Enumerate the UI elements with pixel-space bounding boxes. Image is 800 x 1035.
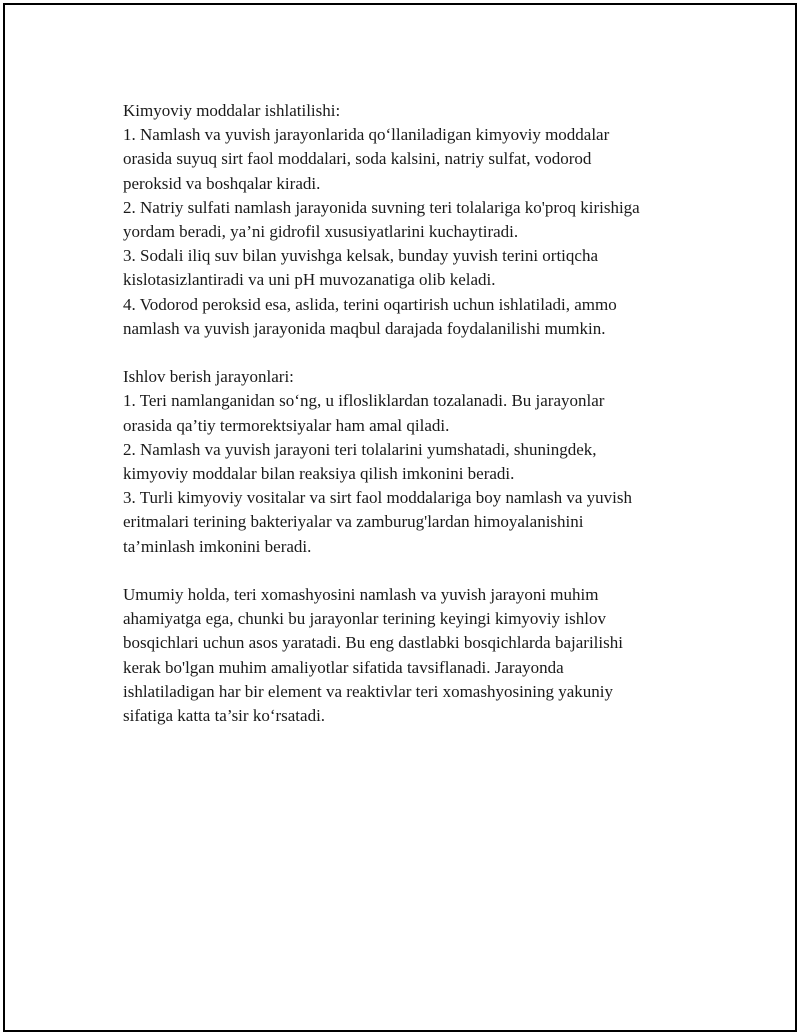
section-chemicals [123, 99, 723, 341]
section-processing [123, 365, 723, 559]
text-line: ishlatiladigan har bir element va reaktivlar teri xomashyosining yakuniy [123, 681, 614, 701]
text-line: ta’minlash imkonini beradi. [123, 536, 312, 556]
text-line: kimyoviy moddalar bilan reaksiya qilish imkonini beradi. [123, 464, 515, 484]
text-line: 2. Natriy sulfati namlash jarayonida suvning teri tolalariga ko'proq kirishiga [123, 197, 640, 217]
text-line: namlash va yuvish jarayonida maqbul darajada foydalanilishi mumkin. [123, 318, 606, 338]
text-line: 1. Namlash va yuvish jarayonlarida qo‘llaniladigan kimyoviy moddalar [123, 125, 610, 145]
text-line: orasida suyuq sirt faol moddalari, soda kalsini, natriy sulfat, vodorod [123, 149, 592, 169]
text-line: bosqichlari uchun asos yaratadi. Bu eng dastlabki bosqichlarda bajarilishi [123, 633, 623, 653]
text-line: kislotasizlantiradi va uni pH muvozanatiga olib keladi. [123, 270, 496, 290]
document-body [123, 99, 723, 728]
paragraph-gap [123, 559, 723, 583]
text-line: 1. Teri namlanganidan so‘ng, u iflosliklardan tozalanadi. Bu jarayonlar [123, 391, 605, 411]
text-line: ahamiyatga ega, chunki bu jarayonlar terining keyingi kimyoviy ishlov [123, 609, 606, 629]
text-line: 2. Namlash va yuvish jarayoni teri tolalarini yumshatadi, shuningdek, [123, 439, 597, 459]
section-heading: Ishlov berish jarayonlari: [123, 367, 294, 387]
section-summary [123, 583, 723, 728]
text-line: 3. Turli kimyoviy vositalar va sirt faol moddalariga boy namlash va yuvish [123, 488, 632, 508]
text-line: 3. Sodali iliq suv bilan yuvishga kelsak, bunday yuvish terini ortiqcha [123, 246, 598, 266]
section-heading: Kimyoviy moddalar ishlatilishi: [123, 101, 341, 120]
text-line: yordam beradi, ya’ni gidrofil xususiyatlarini kuchaytiradi. [123, 222, 519, 242]
text-line: peroksid va boshqalar kiradi. [123, 173, 321, 193]
text-line: 4. Vodorod peroksid esa, aslida, terini oqartirish uchun ishlatiladi, ammo [123, 294, 617, 314]
text-line: eritmalari terining bakteriyalar va zamburug'lardan himoyalanishini [123, 512, 584, 532]
text-line: kerak bo'lgan muhim amaliyotlar sifatida tavsiflanadi. Jarayonda [123, 657, 564, 677]
page-frame [3, 3, 797, 1032]
text-line: orasida qa’tiy termorektsiyalar ham amal qiladi. [123, 415, 450, 435]
text-line: Umumiy holda, teri xomashyosini namlash va yuvish jarayoni muhim [123, 585, 599, 605]
text-line: sifatiga katta ta’sir ko‘rsatadi. [123, 706, 326, 726]
paragraph-gap [123, 341, 723, 365]
